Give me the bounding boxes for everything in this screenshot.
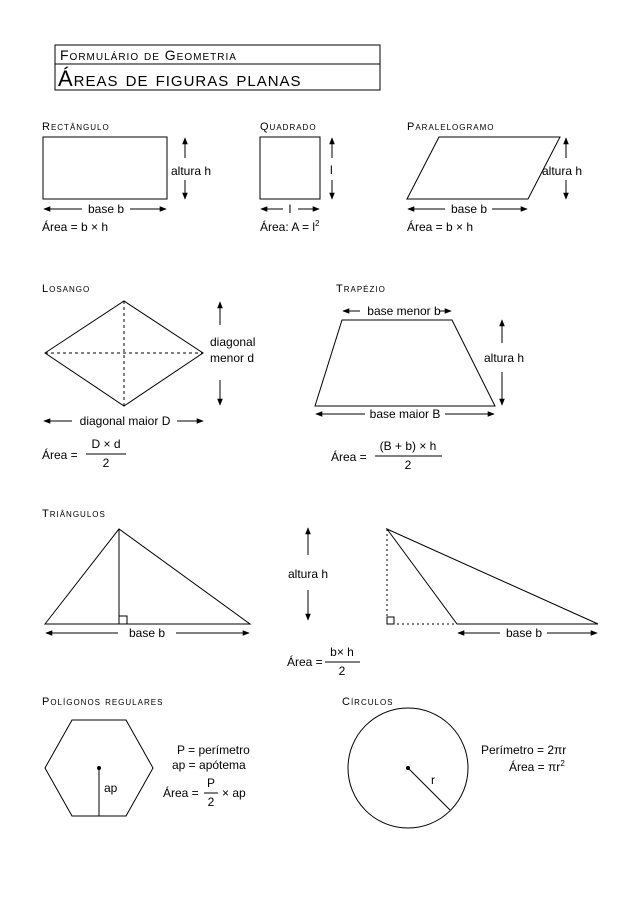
polygons-section	[42, 696, 250, 816]
rhombus-section	[42, 283, 255, 470]
rectangle-section	[42, 121, 211, 234]
circle-perimeter-formula: Perímetro = 2πr	[481, 743, 567, 757]
parallelogram-area-formula: Área = b × h	[407, 220, 474, 234]
trapezoid-minor-base-label: base menor b	[367, 304, 441, 318]
radius-line	[408, 768, 450, 810]
perimeter-definition: P = perímetro	[177, 743, 250, 757]
rhombus-major-label: diagonal maior D	[79, 414, 171, 428]
rectangle-shape	[43, 137, 167, 199]
parallelogram-shape	[407, 137, 560, 199]
polygons-area-prefix: Área =	[163, 786, 199, 800]
triangles-title: Triângulos	[42, 508, 106, 520]
parallelogram-section	[407, 121, 582, 234]
trapezoid-section	[315, 283, 524, 472]
rectangle-area-formula: Área = b × h	[42, 220, 109, 234]
rectangle-title: Rectângulo	[42, 121, 110, 133]
rhombus-title: Losango	[42, 283, 91, 295]
square-side-vertical: l	[330, 163, 333, 177]
square-side-horizontal: l	[288, 202, 292, 216]
triangles-section	[42, 508, 598, 678]
rhombus-minor-label-1: diagonal	[210, 335, 256, 349]
square-area-formula: Área: $A = l^2$	[260, 219, 320, 234]
radius-label: r	[431, 773, 435, 787]
trapezoid-area-prefix: Área =	[331, 450, 367, 464]
acute-triangle-shape	[45, 529, 250, 624]
header-title: Formulário de Geometria	[60, 47, 237, 63]
triangles-height-label: altura h	[288, 567, 329, 581]
square-shape	[260, 137, 320, 199]
trapezoid-title: Trapézio	[336, 283, 386, 295]
polygons-title: Polígonos regulares	[42, 696, 164, 708]
triangle-left-base-label: base b	[128, 626, 166, 640]
square-section	[260, 121, 333, 234]
parallelogram-base-label: base b	[450, 202, 488, 216]
rhombus-area-prefix: Área =	[42, 448, 78, 462]
rectangle-height-label: altura h	[171, 164, 212, 178]
rhombus-minor-label-2: menor d	[210, 351, 255, 365]
trapezoid-height-label: altura h	[484, 351, 525, 365]
triangle-right-base-label: base b	[505, 626, 543, 640]
triangles-area-numerator: b× h	[330, 645, 354, 659]
rhombus-area-numerator: D × d	[91, 437, 121, 451]
header-box	[55, 45, 380, 91]
triangles-area-denominator: 2	[338, 664, 346, 678]
apothem-definition: ap = apótema	[172, 758, 246, 772]
parallelogram-height-label: altura h	[542, 164, 583, 178]
circle-area-formula: Área = $\pi r^2$	[509, 759, 565, 774]
circles-title: Círculos	[342, 696, 394, 708]
rhombus-area-denominator: 2	[102, 456, 110, 470]
trapezoid-area-numerator: (B + b) × h	[379, 439, 437, 453]
triangles-area-prefix: Área =	[287, 655, 323, 669]
obtuse-triangle-shape	[387, 529, 598, 624]
right-angle-mark	[387, 617, 394, 624]
trapezoid-shape	[315, 320, 495, 406]
square-title: Quadrado	[260, 121, 317, 133]
polygons-area-denominator: 2	[207, 795, 215, 809]
polygons-area-numerator: P	[206, 776, 216, 790]
apothem-label: ap	[104, 781, 118, 795]
right-angle-mark	[119, 616, 127, 624]
trapezoid-major-base-label: base maior B	[369, 407, 441, 421]
polygons-area-suffix: × ap	[222, 786, 246, 800]
rectangle-base-label: base b	[87, 202, 125, 216]
trapezoid-area-denominator: 2	[404, 458, 412, 472]
parallelogram-title: Paralelogramo	[407, 121, 495, 133]
circles-section	[342, 696, 566, 828]
header-subtitle: Áreas de figuras planas	[58, 66, 302, 91]
